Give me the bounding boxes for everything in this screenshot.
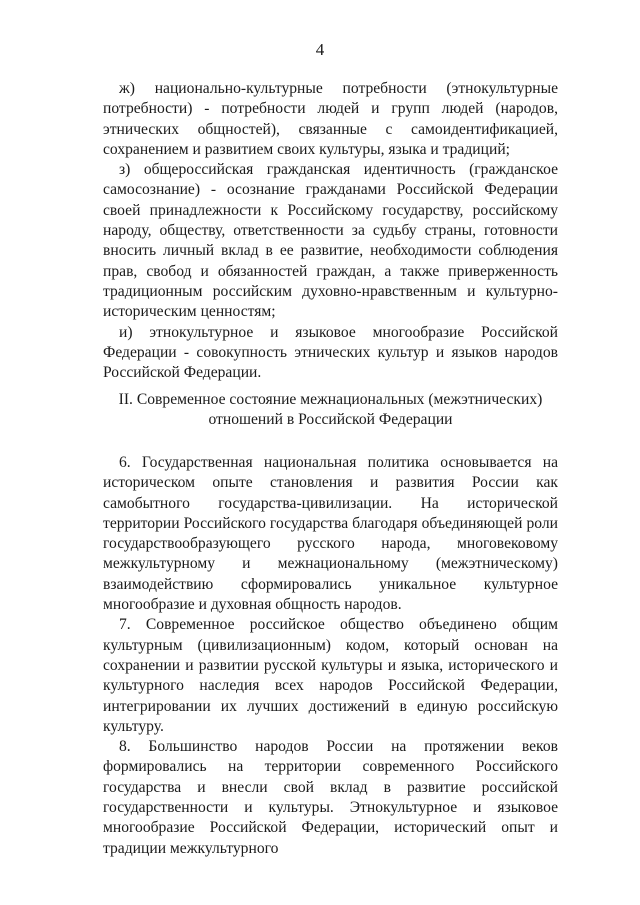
definition-item-zh: ж) национально-культурные потребности (этнокультурные потребности) - потребности людей и групп людей (народов, этнических общностей), связанные с самоидентификацией, сохранением и развитием своих культуры, языка и традиций; xyxy=(103,80,558,158)
section-heading-line-1: II. Современное состояние межнациональных (межэтнических) xyxy=(118,391,543,408)
definition-item-z: з) общероссийская гражданская идентичность (гражданское самосознание) - осознание гражданами Российской Федерации своей принадлежности к Российскому государству, российскому народу, обществу, ответственности за судьбу страны, готовности вносить личный вклад в ее развитие, необходимости соблюдения прав, свобод и обязанностей граждан, а также приверженность традиционным российским духовно-нравственным и культурно-историческим ценностям; xyxy=(103,161,558,321)
paragraph-6: 6. Государственная национальная политика основывается на историческом опыте становления и развития России как самобытного государства-цивилизации. На исторической территории Российского государства благодаря объединяющей роли государствообразующего русского народа, многовековому межкультурному и межнациональному (межэтническому) взаимодействию сформировались уникальное культурное многообразие и духовная общность народов. xyxy=(103,454,558,614)
section-heading xyxy=(103,390,558,431)
section-heading-line-2: отношений в Российской Федерации xyxy=(208,411,453,429)
definitions-block xyxy=(103,79,558,383)
section-body xyxy=(103,453,558,859)
page-number: 4 xyxy=(315,40,325,59)
definition-item-i: и) этнокультурное и языковое многообразие Российской Федерации - совокупность этнических культур и языков народов Российской Федерации. xyxy=(103,323,558,382)
paragraph-7: 7. Современное российское общество объединено общим культурным (цивилизационным) кодом, который основан на сохранении и развитии русской культуры и языка, исторического и культурного наследия всех народов Российской Федерации, интегрировании их лучших достижений в единую российскую культуру. xyxy=(103,616,558,735)
paragraph-8: 8. Большинство народов России на протяжении веков формировались на территории современного Российского государства и внесли свой вклад в развитие российской государственности и культуры. Этнокультурное и языковое многообразие Российской Федерации, исторический опыт и традиции межкультурного xyxy=(103,738,558,857)
